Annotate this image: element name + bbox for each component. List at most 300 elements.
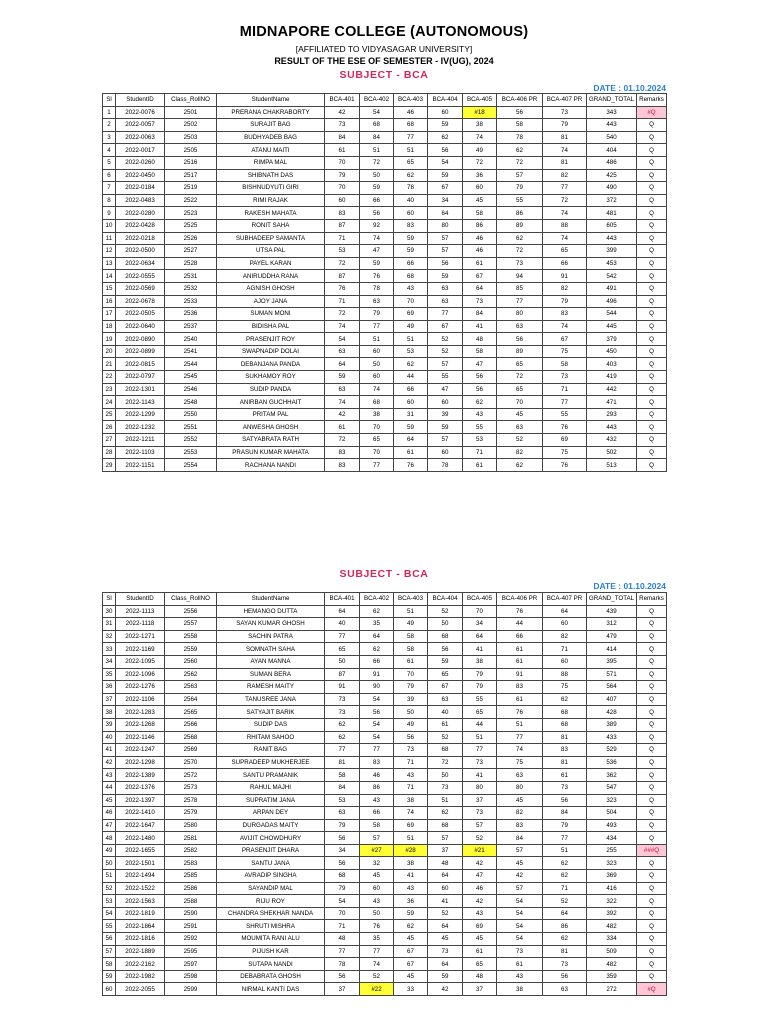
table-cell: 64: [360, 630, 394, 643]
table-cell: 61: [325, 144, 360, 157]
table-cell: 56: [463, 371, 497, 384]
table-cell: 82: [543, 169, 587, 182]
table-cell: 2022-1501: [116, 857, 165, 870]
table-cell: 2544: [165, 358, 217, 371]
table-cell: Q: [637, 131, 667, 144]
table-cell: 52: [428, 731, 463, 744]
table-cell: 10: [103, 219, 116, 232]
table-cell: 63: [497, 320, 543, 333]
column-header: BCA-404: [428, 593, 463, 606]
table-cell: 79: [325, 882, 360, 895]
table-cell: 2516: [165, 156, 217, 169]
table-row: [103, 106, 667, 119]
column-header: GRAND_TOTAL: [587, 593, 637, 606]
table-cell: 81: [325, 756, 360, 769]
table-cell: Q: [637, 618, 667, 631]
table-cell: 2591: [165, 920, 217, 933]
table-cell: 77: [497, 295, 543, 308]
table-row: [103, 819, 667, 832]
table-cell: SANTU PRAMANIK: [217, 769, 325, 782]
column-header: Sl: [103, 94, 116, 107]
table-cell: 41: [463, 769, 497, 782]
table-cell: 486: [587, 156, 637, 169]
table-cell: 76: [543, 421, 587, 434]
table-cell: 2546: [165, 383, 217, 396]
table-cell: Q: [637, 668, 667, 681]
table-cell: 55: [497, 194, 543, 207]
table-cell: 63: [360, 295, 394, 308]
table-cell: 2022-0500: [116, 245, 165, 258]
table-cell: 50: [394, 706, 428, 719]
table-cell: ANIRUDDHA RANA: [217, 270, 325, 283]
table-cell: BUDHYADEB BAG: [217, 131, 325, 144]
table-cell: 42: [325, 408, 360, 421]
table-cell: Q: [637, 731, 667, 744]
table-cell: 2522: [165, 194, 217, 207]
table-cell: 52: [428, 605, 463, 618]
table-cell: 43: [497, 970, 543, 983]
table-cell: 70: [360, 421, 394, 434]
table-cell: 2579: [165, 807, 217, 820]
table-cell: 58: [463, 345, 497, 358]
table-cell: 59: [428, 655, 463, 668]
table-cell: 52: [428, 907, 463, 920]
column-header: BCA-404: [428, 94, 463, 107]
table-row: [103, 257, 667, 270]
table-row: [103, 681, 667, 694]
table-cell: Q: [637, 920, 667, 933]
table-cell: SURAJIT BAG: [217, 119, 325, 132]
table-cell: 81: [543, 156, 587, 169]
table-cell: Q: [637, 207, 667, 220]
table-cell: AJOY JANA: [217, 295, 325, 308]
table-cell: 479: [587, 630, 637, 643]
table-cell: 2588: [165, 895, 217, 908]
table-cell: 83: [543, 744, 587, 757]
table-row: [103, 295, 667, 308]
table-cell: 45: [497, 794, 543, 807]
table-cell: 2022-0260: [116, 156, 165, 169]
table-cell: 82: [497, 807, 543, 820]
table-cell: 2558: [165, 630, 217, 643]
table-cell: 1: [103, 106, 116, 119]
table-cell: 74: [360, 383, 394, 396]
table-cell: #28: [394, 844, 428, 857]
table-cell: 68: [360, 119, 394, 132]
table-cell: 2545: [165, 371, 217, 384]
table-cell: 343: [587, 106, 637, 119]
table-cell: SHRUTI MISHRA: [217, 920, 325, 933]
column-header: Class_RollNO: [165, 593, 217, 606]
table-cell: 59: [394, 421, 428, 434]
table-cell: 91: [325, 681, 360, 694]
table-cell: 64: [543, 907, 587, 920]
table-cell: 58: [463, 207, 497, 220]
table-cell: 2022-1298: [116, 756, 165, 769]
table-cell: 2503: [165, 131, 217, 144]
table-cell: 52: [360, 970, 394, 983]
table-cell: ANIRBAN GUCHHAIT: [217, 396, 325, 409]
table-row: [103, 668, 667, 681]
table-cell: 60: [428, 396, 463, 409]
table-cell: Q: [637, 832, 667, 845]
table-cell: 2592: [165, 933, 217, 946]
table-row: [103, 731, 667, 744]
table-cell: 44: [394, 371, 428, 384]
table-cell: 46: [463, 245, 497, 258]
table-cell: 70: [360, 446, 394, 459]
table-cell: Q: [637, 630, 667, 643]
table-row: [103, 219, 667, 232]
table-cell: 540: [587, 131, 637, 144]
table-cell: 83: [497, 681, 543, 694]
table-cell: 40: [325, 618, 360, 631]
table-cell: 73: [428, 945, 463, 958]
table-cell: 77: [325, 630, 360, 643]
table-cell: Q: [637, 371, 667, 384]
table-cell: 65: [463, 706, 497, 719]
table-cell: 26: [103, 421, 116, 434]
table-cell: 2560: [165, 655, 217, 668]
table-cell: 502: [587, 446, 637, 459]
table-cell: 78: [325, 958, 360, 971]
table-cell: TANUSREE JANA: [217, 693, 325, 706]
table-cell: 2566: [165, 718, 217, 731]
table-cell: 83: [325, 459, 360, 472]
table-cell: 36: [463, 169, 497, 182]
table-cell: 2554: [165, 459, 217, 472]
table-cell: 77: [360, 744, 394, 757]
result-title: RESULT OF THE ESE OF SEMESTER - IV(UG), 2024: [274, 56, 494, 66]
table-cell: 61: [463, 459, 497, 472]
table-cell: 392: [587, 907, 637, 920]
table-cell: 51: [103, 870, 116, 883]
table-cell: 2564: [165, 693, 217, 706]
table-cell: 547: [587, 781, 637, 794]
table-cell: 59: [360, 182, 394, 195]
table-cell: AGNISH GHOSH: [217, 282, 325, 295]
table-cell: SANTU JANA: [217, 857, 325, 870]
table-cell: 2022-1494: [116, 870, 165, 883]
table-cell: 77: [428, 308, 463, 321]
table-cell: 42: [497, 870, 543, 883]
table-row: [103, 194, 667, 207]
table-cell: SUPRATIM JANA: [217, 794, 325, 807]
table-cell: 2022-0483: [116, 194, 165, 207]
table-cell: 38: [360, 408, 394, 421]
table-cell: 43: [360, 895, 394, 908]
table-cell: 66: [360, 807, 394, 820]
table-cell: 52: [103, 882, 116, 895]
column-header: BCA-407 PR: [543, 94, 587, 107]
table-cell: 70: [394, 668, 428, 681]
table-cell: Q: [637, 907, 667, 920]
table-cell: Q: [637, 945, 667, 958]
table-cell: 64: [325, 605, 360, 618]
table-cell: ###Q: [637, 844, 667, 857]
table-cell: 60: [325, 194, 360, 207]
table-cell: 70: [463, 605, 497, 618]
table-row: [103, 333, 667, 346]
table-cell: 72: [360, 156, 394, 169]
table-cell: 2022-1410: [116, 807, 165, 820]
table-cell: 2022-0076: [116, 106, 165, 119]
table-row: [103, 421, 667, 434]
table-cell: 2022-2162: [116, 958, 165, 971]
table-cell: 87: [325, 270, 360, 283]
table-cell: 62: [325, 718, 360, 731]
table-cell: 56: [463, 383, 497, 396]
table-row: [103, 282, 667, 295]
table-cell: 529: [587, 744, 637, 757]
table-row: [103, 870, 667, 883]
table-cell: 2597: [165, 958, 217, 971]
table-cell: 23: [103, 383, 116, 396]
table-cell: 312: [587, 618, 637, 631]
table-cell: 77: [325, 744, 360, 757]
table-cell: Q: [637, 895, 667, 908]
table-cell: 76: [497, 605, 543, 618]
table-cell: 445: [587, 320, 637, 333]
table-cell: 82: [543, 282, 587, 295]
table-cell: 66: [497, 630, 543, 643]
table-row: [103, 308, 667, 321]
table-cell: 49: [394, 718, 428, 731]
table-cell: RAKESH MAHATA: [217, 207, 325, 220]
table-cell: 323: [587, 857, 637, 870]
table-cell: 63: [428, 295, 463, 308]
table-cell: 89: [497, 345, 543, 358]
table-cell: 407: [587, 693, 637, 706]
table-cell: 56: [543, 970, 587, 983]
table-cell: 2022-1095: [116, 655, 165, 668]
table-cell: 2022-0057: [116, 119, 165, 132]
table-cell: 47: [360, 245, 394, 258]
table-cell: 395: [587, 655, 637, 668]
table-cell: 433: [587, 731, 637, 744]
table-cell: Q: [637, 857, 667, 870]
table-cell: 2559: [165, 643, 217, 656]
table-cell: 73: [325, 706, 360, 719]
table-cell: 43: [394, 882, 428, 895]
table-cell: 62: [497, 459, 543, 472]
table-cell: PRASENJIT ROY: [217, 333, 325, 346]
table-cell: 419: [587, 371, 637, 384]
table-cell: 2022-0890: [116, 333, 165, 346]
table-cell: #Q: [637, 983, 667, 996]
table-cell: SAYANDIP MAL: [217, 882, 325, 895]
table-cell: 47: [463, 358, 497, 371]
table-cell: 2563: [165, 681, 217, 694]
table-cell: 77: [497, 731, 543, 744]
table-cell: 39: [394, 693, 428, 706]
table-cell: 74: [543, 207, 587, 220]
table-cell: Q: [637, 194, 667, 207]
table-cell: 21: [103, 358, 116, 371]
table-cell: 81: [543, 945, 587, 958]
table-cell: 42: [325, 106, 360, 119]
table-row: [103, 630, 667, 643]
table-cell: 45: [394, 933, 428, 946]
table-cell: Q: [637, 295, 667, 308]
table-cell: Q: [637, 156, 667, 169]
table-cell: 2590: [165, 907, 217, 920]
table-cell: 43: [463, 408, 497, 421]
table-cell: 2541: [165, 345, 217, 358]
table-cell: 60: [543, 655, 587, 668]
table-row: [103, 807, 667, 820]
table-cell: 64: [394, 434, 428, 447]
table-cell: 54: [325, 333, 360, 346]
table-cell: 51: [360, 144, 394, 157]
column-header: StudentName: [217, 593, 325, 606]
table-cell: 509: [587, 945, 637, 958]
table-cell: 58: [103, 958, 116, 971]
table-cell: 46: [463, 232, 497, 245]
table-cell: 3: [103, 131, 116, 144]
table-cell: 53: [463, 434, 497, 447]
table-cell: Q: [637, 345, 667, 358]
table-cell: 70: [325, 907, 360, 920]
table-row: [103, 182, 667, 195]
table-cell: Q: [637, 182, 667, 195]
table-cell: 542: [587, 270, 637, 283]
table-cell: 62: [428, 131, 463, 144]
table-cell: 79: [325, 169, 360, 182]
table-cell: 362: [587, 769, 637, 782]
table-row: [103, 958, 667, 971]
table-cell: RONIT SAHA: [217, 219, 325, 232]
table-cell: Q: [637, 333, 667, 346]
table-cell: 44: [463, 718, 497, 731]
table-cell: 52: [543, 895, 587, 908]
table-cell: 65: [360, 434, 394, 447]
table-row: [103, 781, 667, 794]
table-cell: SWAPNADIP DOLAI: [217, 345, 325, 358]
college-title: MIDNAPORE COLLEGE (AUTONOMOUS): [239, 24, 529, 40]
table-cell: 37: [103, 693, 116, 706]
table-row: [103, 245, 667, 258]
table-cell: 2540: [165, 333, 217, 346]
table-cell: 43: [394, 769, 428, 782]
table-cell: 2581: [165, 832, 217, 845]
table-row: [103, 371, 667, 384]
table-cell: 14: [103, 270, 116, 283]
table-cell: Q: [637, 434, 667, 447]
table-cell: 71: [543, 643, 587, 656]
table-cell: SUDIP PANDA: [217, 383, 325, 396]
table-cell: HEMANGO DUTTA: [217, 605, 325, 618]
table-cell: 79: [463, 668, 497, 681]
table-cell: 68: [428, 819, 463, 832]
table-cell: 482: [587, 920, 637, 933]
table-cell: 51: [497, 718, 543, 731]
table-cell: 83: [325, 446, 360, 459]
table-cell: 42: [463, 857, 497, 870]
table-cell: 73: [463, 756, 497, 769]
table-cell: 50: [428, 769, 463, 782]
table-cell: 59: [325, 371, 360, 384]
table-row: [103, 907, 667, 920]
table-cell: Q: [637, 819, 667, 832]
table-cell: 369: [587, 870, 637, 883]
table-cell: 491: [587, 282, 637, 295]
table-cell: 2022-1103: [116, 446, 165, 459]
table-cell: 62: [394, 358, 428, 371]
table-cell: 20: [103, 345, 116, 358]
table-cell: 414: [587, 643, 637, 656]
table-cell: 38: [394, 857, 428, 870]
table-cell: SATYABRATA RATH: [217, 434, 325, 447]
table-cell: 50: [360, 358, 394, 371]
column-header: GRAND_TOTAL: [587, 94, 637, 107]
table-cell: 71: [325, 295, 360, 308]
table-cell: 75: [497, 756, 543, 769]
table-cell: 2585: [165, 870, 217, 883]
table-cell: 83: [497, 819, 543, 832]
table-cell: 80: [428, 219, 463, 232]
table-cell: 75: [543, 681, 587, 694]
table-cell: 73: [543, 958, 587, 971]
table-row: [103, 933, 667, 946]
table-cell: 61: [543, 769, 587, 782]
table-cell: 42: [103, 756, 116, 769]
table-cell: 83: [543, 308, 587, 321]
table-cell: 72: [325, 434, 360, 447]
table-cell: 54: [497, 895, 543, 908]
table-cell: 2586: [165, 882, 217, 895]
table-cell: 78: [360, 282, 394, 295]
table-cell: 2570: [165, 756, 217, 769]
table-cell: PRERANA CHAKRABORTY: [217, 106, 325, 119]
column-header: Class_RollNO: [165, 94, 217, 107]
table-cell: #18: [463, 106, 497, 119]
table-cell: 80: [463, 781, 497, 794]
table-cell: 2022-1146: [116, 731, 165, 744]
table-cell: 47: [463, 870, 497, 883]
table-cell: 24: [103, 396, 116, 409]
table-cell: Q: [637, 807, 667, 820]
table-cell: 48: [103, 832, 116, 845]
table-cell: 60: [360, 882, 394, 895]
table-cell: 67: [428, 681, 463, 694]
table-cell: 66: [394, 257, 428, 270]
table-cell: 4: [103, 144, 116, 157]
table-cell: 91: [360, 668, 394, 681]
table-cell: 74: [325, 320, 360, 333]
table-cell: 59: [428, 270, 463, 283]
table-cell: 60: [394, 396, 428, 409]
table-cell: 56: [394, 731, 428, 744]
table-cell: 71: [463, 446, 497, 459]
table-cell: Q: [637, 756, 667, 769]
table-cell: 71: [325, 232, 360, 245]
table-cell: 57: [428, 434, 463, 447]
table-cell: 56: [360, 207, 394, 220]
table-cell: BISHNUDYUTI GIRI: [217, 182, 325, 195]
table-cell: Q: [637, 970, 667, 983]
table-cell: 84: [360, 131, 394, 144]
table-cell: 2022-1283: [116, 706, 165, 719]
table-cell: CHANDRA SHEKHAR NANDA: [217, 907, 325, 920]
table-cell: 2523: [165, 207, 217, 220]
table-cell: 69: [463, 920, 497, 933]
table-cell: 41: [394, 870, 428, 883]
table-cell: Q: [637, 958, 667, 971]
table-cell: 8: [103, 194, 116, 207]
table-cell: 64: [543, 605, 587, 618]
column-header: BCA-405: [463, 593, 497, 606]
